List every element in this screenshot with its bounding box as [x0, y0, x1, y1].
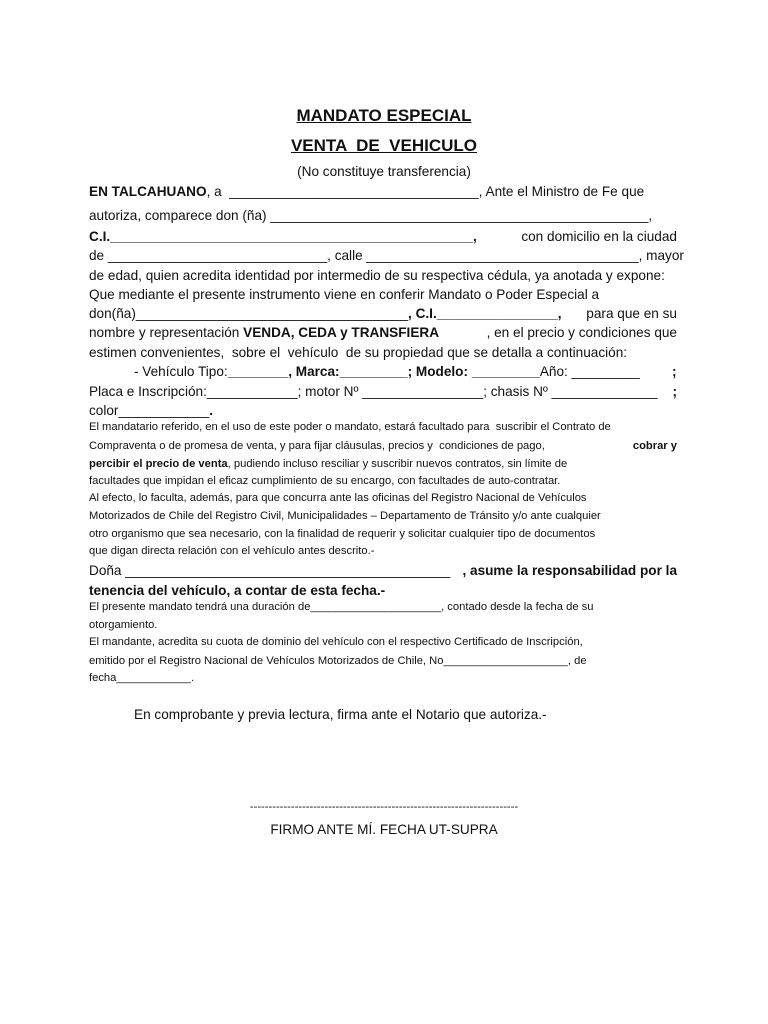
p2-line-8: que digan directa relación con el vehículo antes descrito.- [89, 545, 375, 557]
p1-line-9: estimen convenientes, sobre el vehículo de su propiedad que se detalla a continuación: [89, 345, 628, 360]
p1-line-6: Que mediante el presente instrumento viene en conferir Mandato o Poder Especial a [89, 287, 600, 302]
vehicle-line-2 [89, 384, 677, 399]
vehicle-line-1 [134, 364, 640, 379]
vehicle-year-field: Año: _________ [539, 364, 640, 379]
vehicle-brand-field: _________ [339, 364, 408, 379]
vehicle-type-label: - Vehículo Tipo: [134, 364, 228, 379]
p2-line-7 [89, 528, 677, 540]
percibir-precio: percibir el precio de venta [89, 458, 228, 470]
p4-line-5: fecha____________. [89, 672, 195, 684]
vehicle-model-label: ; Modelo [407, 364, 464, 379]
city-label: EN TALCAHUANO [89, 184, 207, 199]
p2-line-2-text: Compraventa o de promesa de venta, y para fijar cláusulas, precios y condiciones de pago, [89, 440, 548, 452]
p1-line-7-text: para que en su [582, 306, 677, 321]
p2-line-4: facultades que impidan el eficaz cumplimiento de su encargo, con facultades de auto-contratar. [89, 475, 561, 487]
ci-field: C.I.________________________________________________, [89, 229, 477, 244]
p2-line-5-text: Al efecto, lo faculta, además, para que concurra ante las oficinas del Registro Nacional de Vehículos [89, 492, 587, 504]
mandatario-ci-field: , C.I.________________, [408, 306, 562, 321]
color-field-end: . [209, 403, 213, 418]
doc-note: (No constituye transferencia) [297, 164, 471, 179]
p3-line-2: tenencia del vehículo, a contar de esta fecha.- [89, 583, 386, 598]
p1-line-5: de edad, quien acredita identidad por intermedio de su respectiva cédula, ya anotada y expone: [89, 268, 665, 283]
vehicle-line-2-end: ; [672, 384, 677, 399]
p4-line-1 [89, 601, 677, 613]
p4-line-2: otorgamiento. [89, 619, 158, 631]
signature-caption: FIRMO ANTE MÍ. FECHA UT-SUPRA [270, 822, 498, 837]
chassis-field: ; chasis Nº ______________ [483, 384, 658, 399]
p1-line-8-end: , en el precio y condiciones que [486, 325, 677, 340]
vehicle-line-3 [89, 403, 213, 418]
vehicle-line-1-end: ; [672, 364, 677, 379]
p2-line-6-text: Motorizados de Chile del Registro Civil, Municipalidades – Departamento de Tránsito y/o ante cualquier [89, 510, 601, 522]
p1-line-2: autoriza, comparece don (ña) __________________________________________________, [89, 208, 653, 223]
p3-line-1-text: , asume la responsabilidad por la [462, 563, 677, 578]
p4-line-4 [89, 655, 677, 667]
p4-line-3-text: El mandante, acredita su cuota de dominio del vehículo con el respectivo Certificado de Inscripción, [89, 636, 583, 648]
p2-line-2 [89, 440, 677, 452]
cobrar-percibir: cobrar y [632, 440, 677, 452]
signature-line: ------------------------------------------------------------------------ [249, 801, 519, 813]
p1-line-1-text: , a _________________________________, Ante el Ministro de Fe que [206, 184, 645, 199]
p4-line-3 [89, 636, 677, 648]
p2-line-3 [89, 458, 677, 470]
p1-line-8 [89, 325, 677, 340]
p2-line-7-text: otro organismo que sea necesario, con la finalidad de requerir y solicitar cualquier tipo de documentos [89, 528, 596, 540]
p1-line-1 [89, 184, 677, 199]
vehicle-brand-label: , Marca: [288, 364, 340, 379]
p2-line-5 [89, 492, 677, 504]
p2-line-1-text: El mandatario referido, en el uso de este poder o mandato, estará facultado para suscribir el Contrato de [89, 421, 611, 433]
p2-line-1 [89, 421, 677, 433]
p1-line-8-text: nombre y representación [89, 325, 244, 340]
p1-line-7 [89, 306, 677, 321]
p3-line-1 [89, 563, 677, 578]
plate-field: Placa e Inscripción:____________ [89, 384, 298, 399]
closing-statement: En comprobante y previa lectura, firma ante el Notario que autoriza.- [134, 707, 547, 722]
p2-line-3-text: , pudiendo incluso resciliar y suscribir nuevos contratos, sin límite de [227, 458, 568, 470]
mandatario-field: don(ña)____________________________________ [89, 306, 409, 321]
p1-line-4: de _____________________________, calle ____________________________________, mayor [89, 248, 684, 263]
p1-line-3-text: con domicilio en la ciudad [517, 229, 677, 244]
doc-subtitle-main: VENTA DE VEHICULO [290, 136, 478, 155]
motor-field: ; motor Nº ________________ [297, 384, 484, 399]
doc-title: MANDATO ESPECIAL [296, 106, 472, 125]
vehicle-type-field: ________ [227, 364, 289, 379]
dona-field: Doña ___________________________________________ [89, 563, 451, 578]
venda-ceda-transfiera: VENDA, CEDA y TRANSFIERA [243, 325, 440, 340]
duration-field: El presente mandato tendrá una duración de_____________________, contado desde la fecha de su [89, 601, 594, 613]
vehicle-model-field: : _________ [463, 364, 540, 379]
registry-number-field: emitido por el Registro Nacional de Vehículos Motorizados de Chile, No____________________, de [89, 655, 587, 667]
p1-line-3 [89, 229, 677, 244]
p2-line-6 [89, 510, 677, 522]
color-field: color____________ [89, 403, 210, 418]
